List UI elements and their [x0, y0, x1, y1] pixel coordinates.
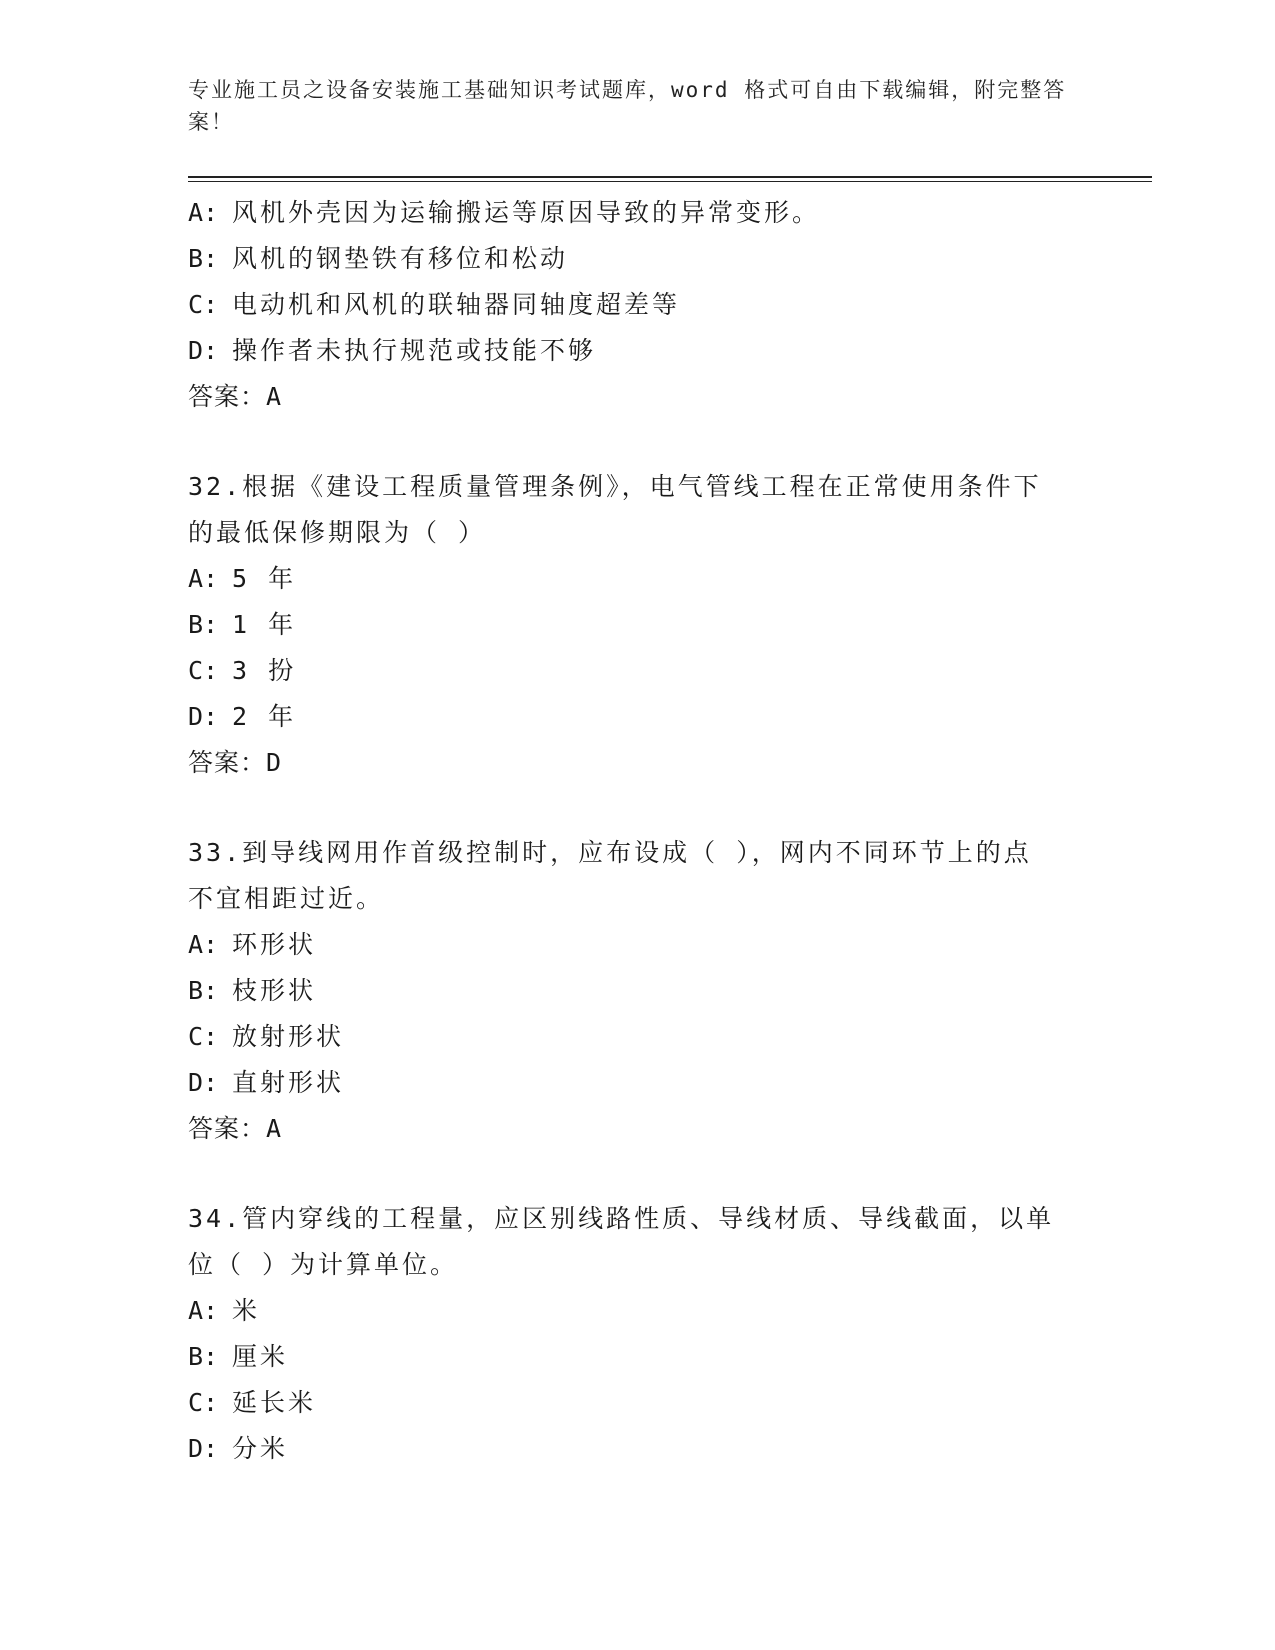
option-c [188, 1014, 1088, 1060]
option-text: 1 年 [232, 610, 297, 639]
option-text: 2 年 [232, 702, 297, 731]
question-content [188, 190, 1088, 1472]
option-text: 5 年 [232, 564, 297, 593]
option-b [188, 968, 1088, 1014]
answer-line [188, 740, 1088, 786]
option-d [188, 1060, 1088, 1106]
option-key: A: [188, 198, 219, 227]
option-b [188, 602, 1088, 648]
question-stem-line: 不宜相距过近。 [188, 884, 385, 913]
option-a [188, 1288, 1088, 1334]
question-stem-line: 位（ ）为计算单位。 [188, 1250, 459, 1279]
option-key: A: [188, 564, 219, 593]
option-text: 环形状 [232, 930, 317, 959]
answer-label: 答案： [188, 1114, 267, 1143]
answer-value: A [266, 382, 283, 411]
option-d [188, 328, 1088, 374]
option-text: 米 [232, 1296, 261, 1325]
answer-line [188, 1106, 1088, 1152]
option-b [188, 1334, 1088, 1380]
option-key: B: [188, 610, 219, 639]
option-text: 放射形状 [232, 1022, 345, 1051]
option-key: A: [188, 930, 219, 959]
question-stem-line: 33.到导线网用作首级控制时，应布设成（ ），网内不同环节上的点 [188, 838, 1032, 867]
option-key: B: [188, 976, 219, 1005]
option-text: 直射形状 [232, 1068, 345, 1097]
option-key: C: [188, 290, 219, 319]
question-stem-line: 32.根据《建设工程质量管理条例》，电气管线工程在正常使用条件下 [188, 472, 1042, 501]
option-d [188, 694, 1088, 740]
option-c [188, 648, 1088, 694]
option-key: B: [188, 244, 219, 273]
answer-value: D [266, 748, 283, 777]
option-text: 延长米 [232, 1388, 317, 1417]
option-key: D: [188, 702, 219, 731]
option-text: 风机外壳因为运输搬运等原因导致的异常变形。 [232, 198, 821, 227]
answer-value: A [266, 1114, 283, 1143]
option-text: 分米 [232, 1434, 289, 1463]
option-b [188, 236, 1088, 282]
question-32 [188, 464, 1088, 786]
option-key: D: [188, 1068, 219, 1097]
option-key: D: [188, 1434, 219, 1463]
document-header: 专业施工员之设备安装施工基础知识考试题库，word 格式可自由下载编辑，附完整答案！ [188, 78, 1067, 134]
question-33 [188, 830, 1088, 1152]
option-c [188, 1380, 1088, 1426]
option-text: 电动机和风机的联轴器同轴度超差等 [232, 290, 681, 319]
question-stem-line: 的最低保修期限为（ ） [188, 518, 487, 547]
option-a [188, 190, 1088, 236]
answer-line [188, 374, 1088, 420]
header-rule-thick [188, 176, 1152, 178]
option-text: 枝形状 [232, 976, 317, 1005]
option-d [188, 1426, 1088, 1472]
option-a [188, 556, 1088, 602]
option-key: C: [188, 656, 219, 685]
option-text: 3 扮 [232, 656, 297, 685]
option-text: 厘米 [232, 1342, 289, 1371]
option-text: 风机的钢垫铁有移位和松动 [232, 244, 569, 273]
option-key: C: [188, 1022, 219, 1051]
option-text: 操作者未执行规范或技能不够 [232, 336, 597, 365]
header-rule-thin [188, 181, 1152, 182]
question-31 [188, 190, 1088, 420]
question-34 [188, 1196, 1088, 1472]
answer-label: 答案： [188, 382, 267, 411]
option-a [188, 922, 1088, 968]
option-key: C: [188, 1388, 219, 1417]
answer-label: 答案： [188, 748, 267, 777]
option-key: D: [188, 336, 219, 365]
option-key: B: [188, 1342, 219, 1371]
option-key: A: [188, 1296, 219, 1325]
question-stem-line: 34.管内穿线的工程量，应区别线路性质、导线材质、导线截面，以单 [188, 1204, 1055, 1233]
option-c [188, 282, 1088, 328]
